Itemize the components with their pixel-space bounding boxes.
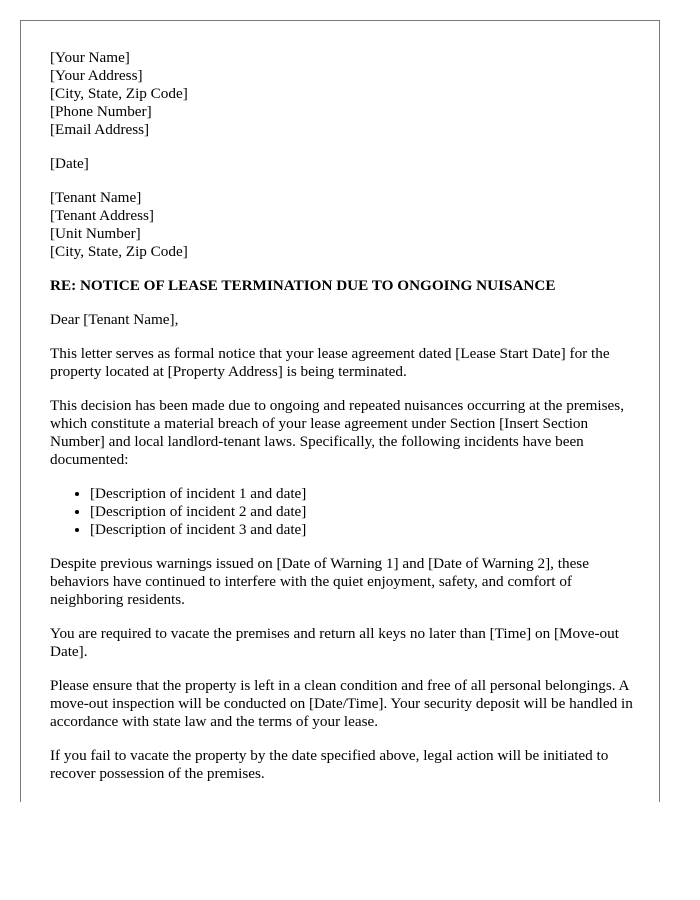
list-item: • [Description of incident 1 and date] [90,485,640,503]
letter-page [20,20,660,802]
paragraph-warnings: Despite previous warnings issued on [Date of Warning 1] and [Date of Warning 2], these behaviors have continued to interfere with the quiet enjoyment, safety, and comfort of neighboring residents. [50,555,589,608]
incident-list [50,485,640,539]
sender-city-state-zip: [City, State, Zip Code] [50,85,188,102]
subject-line: RE: NOTICE OF LEASE TERMINATION DUE TO ONGOING NUISANCE [50,277,556,294]
recipient-name: [Tenant Name] [50,189,142,206]
letter-date: [Date] [50,155,89,172]
sender-name: [Your Name] [50,49,130,66]
paragraph-reason: This decision has been made due to ongoing and repeated nuisances occurring at the premises, which constitute a material breach of your lease agreement under Section [Insert Section Number] and local landlord-tenant laws. Specifically, the following incidents have been documented: [50,397,624,468]
letter-content [50,49,640,799]
recipient-city-state-zip: [City, State, Zip Code] [50,243,188,260]
recipient-block [50,189,640,261]
sender-email: [Email Address] [50,121,150,138]
list-item: • [Description of incident 3 and date] [90,521,640,539]
paragraph-legal-action: If you fail to vacate the property by the date specified above, legal action will be initiated to recover possession of the premises. [50,747,609,782]
list-item: • [Description of incident 2 and date] [90,503,640,521]
paragraph-vacate: You are required to vacate the premises and return all keys no later than [Time] on [Move-out Date]. [50,625,619,660]
sender-phone: [Phone Number] [50,103,152,120]
salutation: Dear [Tenant Name], [50,311,179,328]
sender-block [50,49,640,139]
paragraph-condition: Please ensure that the property is left in a clean condition and free of all personal belongings. A move-out inspection will be conducted on [Date/Time]. Your security deposit will be handled in accordance with state law and the terms of your lease. [50,677,633,730]
sender-address: [Your Address] [50,67,143,84]
recipient-address: [Tenant Address] [50,207,154,224]
recipient-unit: [Unit Number] [50,225,141,242]
date-block [50,155,640,173]
paragraph-notice: This letter serves as formal notice that your lease agreement dated [Lease Start Date] for the property located at [Property Address] is being terminated. [50,345,610,380]
